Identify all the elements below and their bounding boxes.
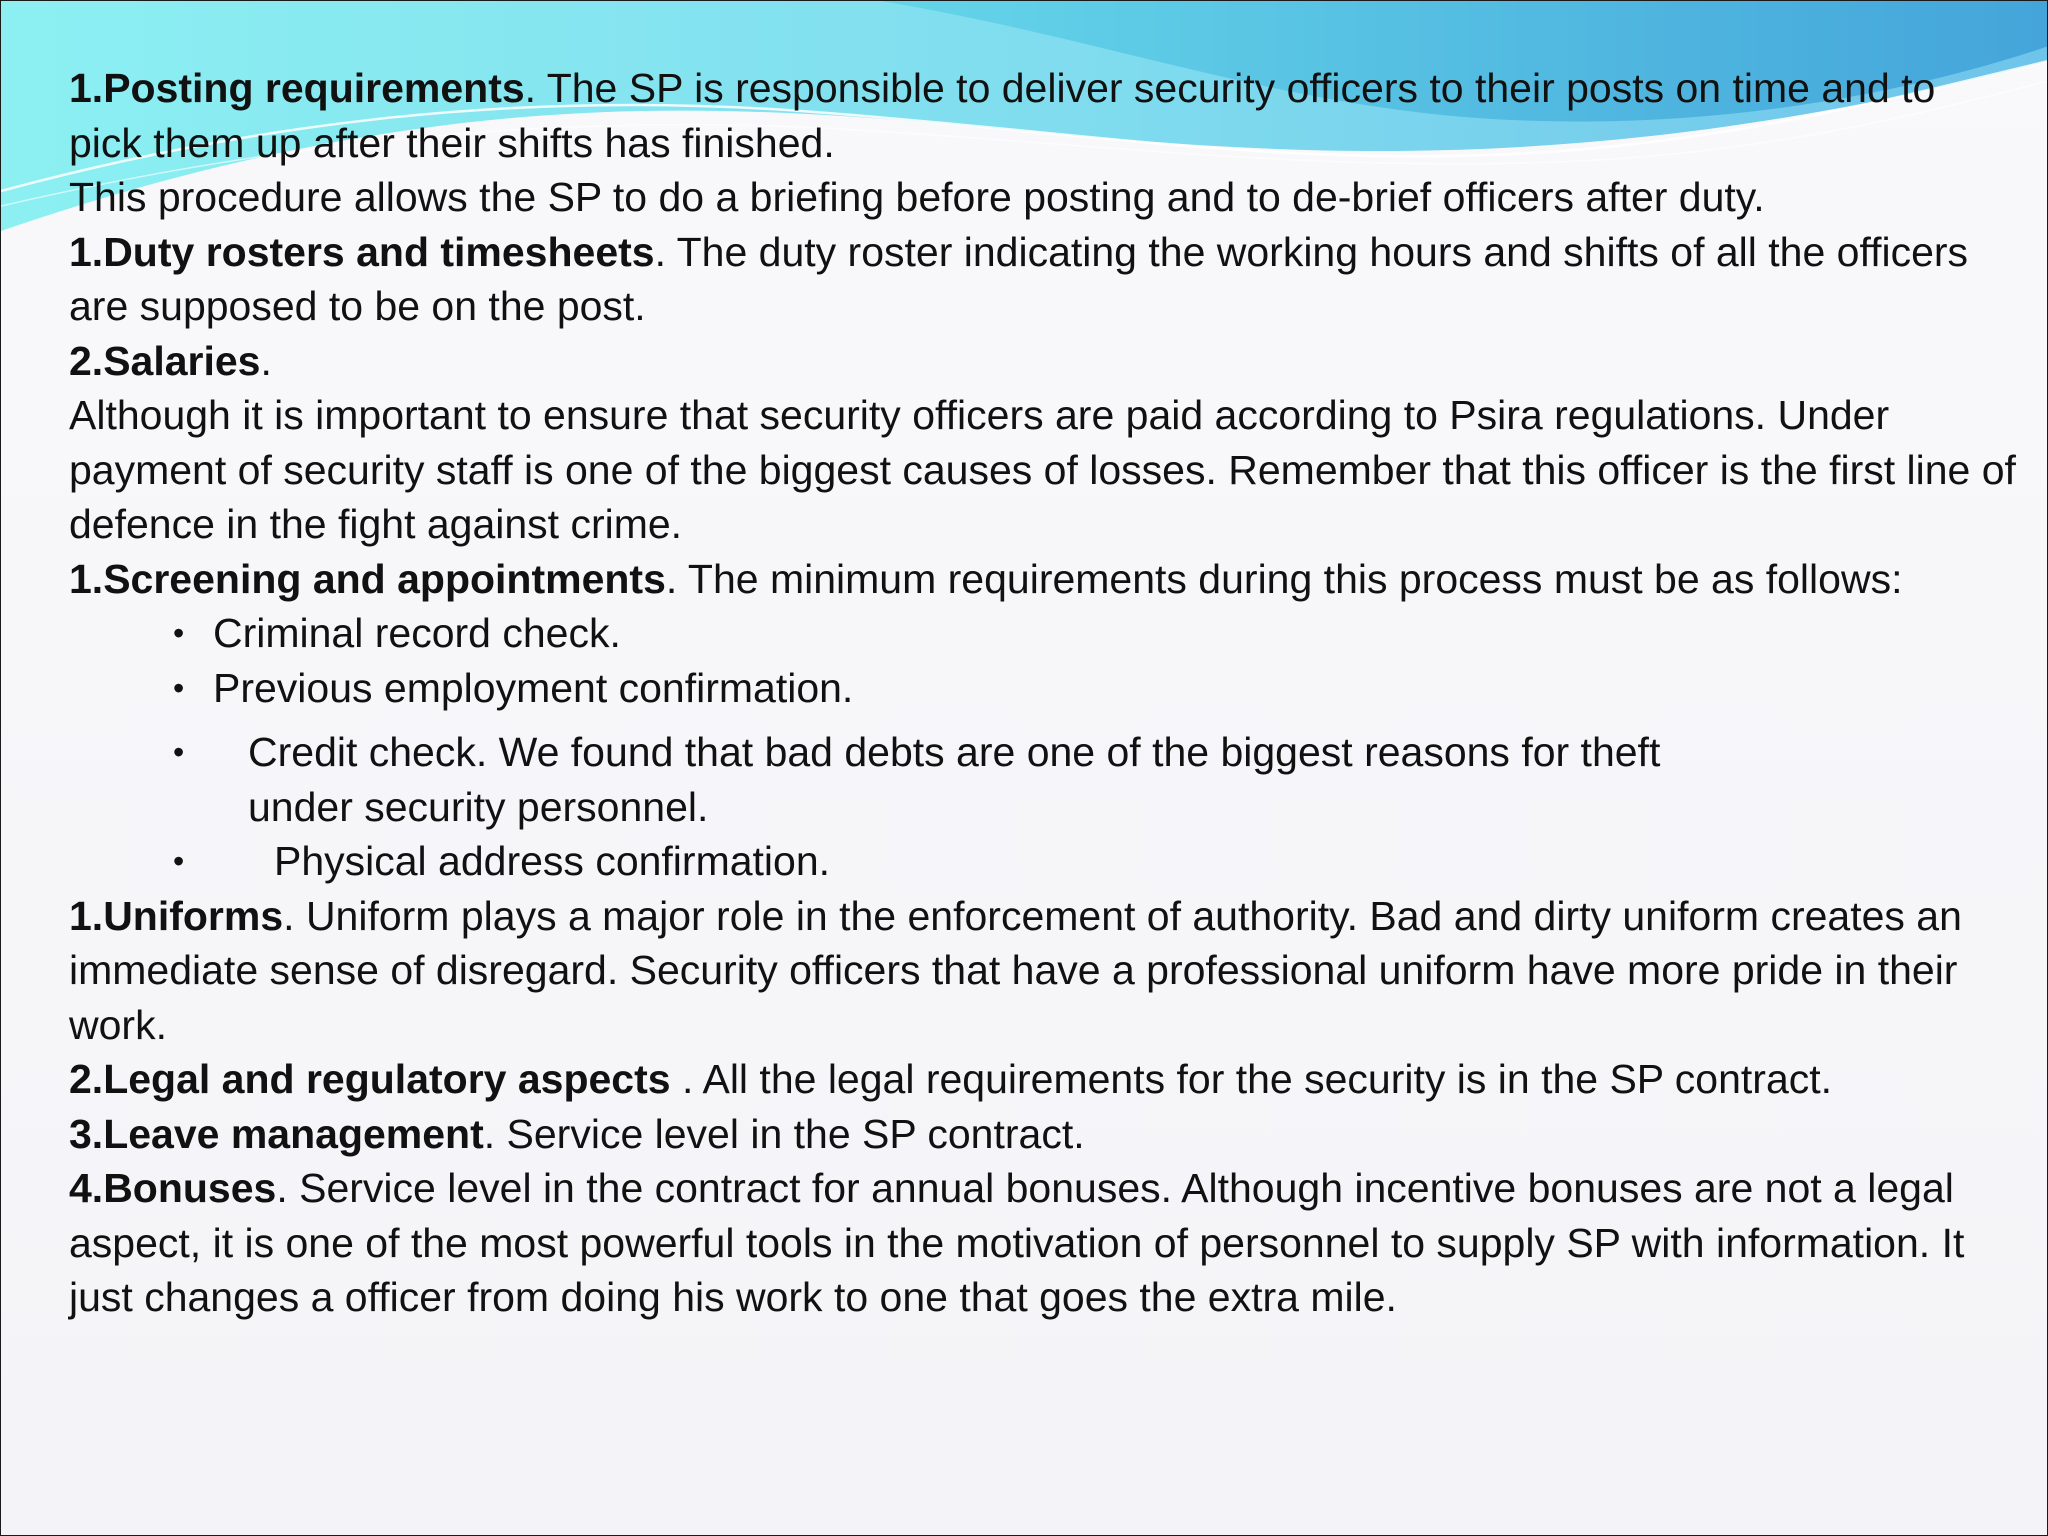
list-item (69, 725, 2019, 834)
legal-text: . All the legal requirements for the security is in the SP contract. (681, 1056, 1833, 1102)
salaries-paragraph (69, 334, 2019, 389)
salaries-period: . (260, 337, 272, 384)
list-item-text: Physical address confirmation. (274, 838, 831, 884)
uniforms-text: . Uniform plays a major role in the enforcement of authority. Bad and dirty uniform creates an immediate sense of disregard. Security officers that have a professional uniform have more pride in their work. (69, 892, 1962, 1048)
bullet-icon: • (173, 615, 185, 651)
briefing-paragraph (69, 170, 2019, 225)
salaries-body-paragraph (69, 388, 2019, 552)
list-item (69, 834, 2019, 889)
screening-paragraph (69, 552, 2019, 607)
leave-paragraph (69, 1107, 2019, 1162)
list-item-text: Previous employment confirmation. (213, 664, 854, 711)
list-item (69, 606, 2019, 661)
duty-rosters-heading: 1.Duty rosters and timesheets (69, 228, 655, 275)
duty-rosters-text: . The duty roster indicating the working hours and shifts of all the officers are supposed to be on the post. (69, 228, 1969, 329)
duty-rosters-paragraph (69, 225, 2019, 334)
briefing-text: This procedure allows the SP to do a briefing before posting and to de-brief officers after duty. (69, 174, 1765, 220)
bonuses-paragraph (69, 1161, 2019, 1325)
list-item (69, 661, 2019, 716)
slide-body (69, 61, 2019, 1325)
leave-text: . Service level in the SP contract. (483, 1110, 1085, 1157)
uniforms-paragraph (69, 889, 2019, 1053)
screening-bullet-list (69, 606, 2019, 889)
salaries-body-text: Although it is important to ensure that security officers are paid according to Psira regulations. Under payment of security staff is one of the biggest causes of losses. Remember that this officer is the first line of defence in the fight against crime. (69, 392, 2016, 547)
legal-paragraph (69, 1052, 2019, 1107)
uniforms-heading: 1.Uniforms (69, 892, 284, 939)
screening-text: . The minimum requirements during this process must be as follows: (665, 555, 1903, 602)
list-item-text: Criminal record check. (213, 610, 621, 656)
posting-requirements-heading: 1.Posting requirements (69, 65, 525, 111)
bonuses-heading: 4.Bonuses (69, 1165, 277, 1211)
list-item-text: Credit check. We found that bad debts are one of the biggest reasons for theft under security personnel. (248, 729, 1661, 830)
bullet-icon: • (173, 669, 185, 706)
salaries-heading: 2.Salaries (69, 337, 261, 384)
bullet-icon: • (173, 843, 185, 879)
legal-heading: 2.Legal and regulatory aspects (69, 1056, 682, 1102)
posting-requirements-text: . The SP is responsible to deliver security officers to their posts on time and to pick them up after their shifts has finished. (69, 65, 1936, 166)
screening-heading: 1.Screening and appointments (69, 555, 666, 602)
leave-heading: 3.Leave management (69, 1110, 484, 1157)
bullet-icon: • (173, 734, 185, 770)
bonuses-text: . Service level in the contract for annual bonuses. Although incentive bonuses are not a legal aspect, it is one of the most powerful tools in the motivation of personnel to supply SP with information. It just changes a officer from doing his work to one that goes the extra mile. (69, 1165, 1965, 1320)
posting-requirements-paragraph (69, 61, 2019, 170)
